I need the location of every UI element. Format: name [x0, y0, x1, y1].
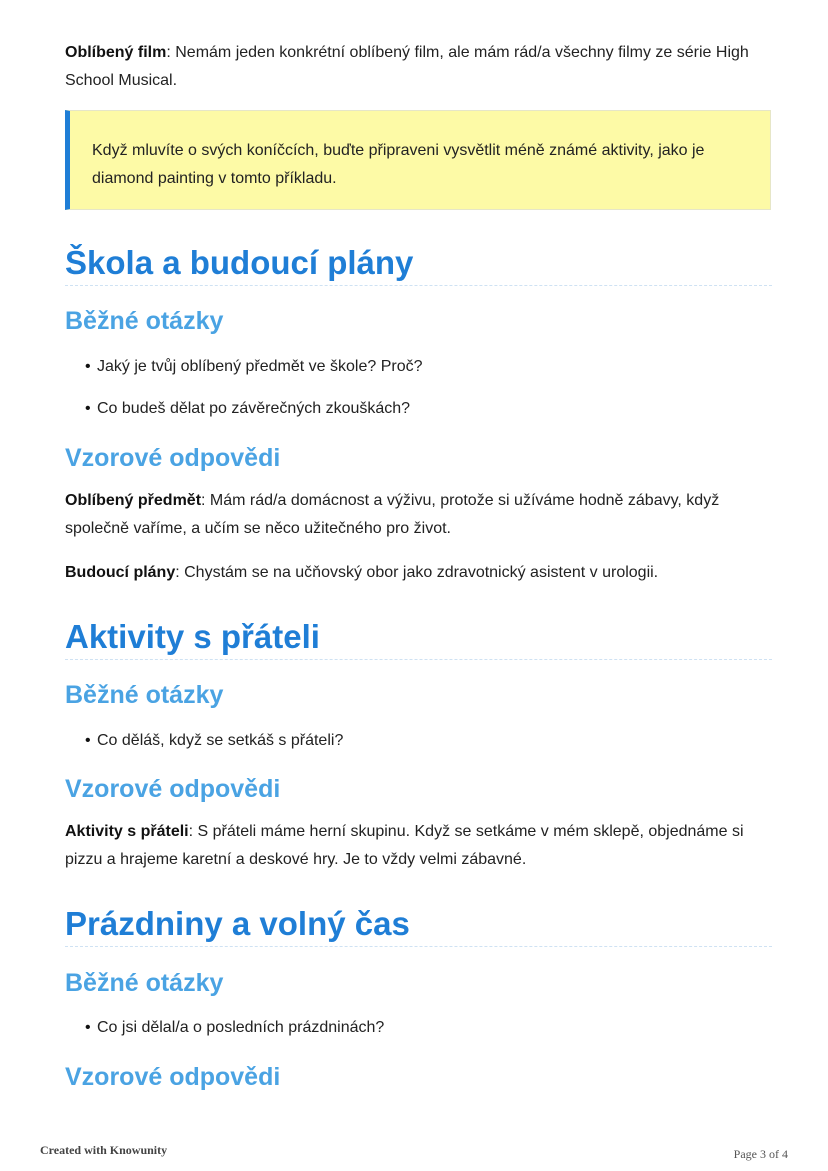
footer-brand: Created with Knowunity — [40, 1143, 168, 1157]
intro-paragraph — [65, 39, 765, 95]
section-title-school: Škola a budoucí plány — [65, 244, 414, 281]
section-divider — [65, 946, 772, 947]
list-item: • Jaký je tvůj oblíbený předmět ve škole? Proč? — [85, 356, 423, 378]
answer-paragraph — [65, 559, 765, 587]
answer-paragraph — [65, 818, 765, 874]
questions-list-school — [65, 356, 423, 378]
answer-label: Aktivity s přáteli — [65, 823, 189, 840]
page-number: Page 3 of 4 — [733, 1147, 788, 1161]
intro-label: Oblíbený film — [65, 44, 167, 61]
questions-heading-school: Běžné otázky — [65, 307, 224, 335]
tip-text: Když mluvíte o svých koníčcích, buďte připraveni vysvětlit méně známé aktivity, jako je diamond painting v tomto příkladu. — [92, 142, 705, 187]
intro-text: : Nemám jeden konkrétní oblíbený film, ale mám rád/a všechny filmy ze série High School Musical. — [65, 44, 749, 89]
questions-list-holidays — [65, 1017, 384, 1039]
answer-text: : Mám rád/a domácnost a výživu, protože si užíváme hodně zábavy, když společně vaříme, a učím se něco užitečného pro život. — [65, 492, 720, 537]
answers-heading-school: Vzorové odpovědi — [65, 444, 281, 472]
section-title-friends: Aktivity s přáteli — [65, 618, 320, 655]
answers-heading-holidays: Vzorové odpovědi — [65, 1063, 281, 1091]
answer-text: : Chystám se na učňovský obor jako zdravotnický asistent v urologii. — [175, 564, 659, 581]
questions-heading-friends: Běžné otázky — [65, 681, 224, 709]
section-title-holidays: Prázdniny a volný čas — [65, 905, 410, 942]
list-item: • Co budeš dělat po závěrečných zkouškách? — [85, 398, 410, 420]
questions-list-friends — [65, 730, 343, 752]
questions-list-school-2 — [65, 398, 410, 420]
list-item: • Co jsi dělal/a o posledních prázdninách? — [85, 1017, 384, 1039]
questions-heading-holidays: Běžné otázky — [65, 969, 224, 997]
answer-label: Oblíbený předmět — [65, 492, 202, 509]
answer-text: : S přáteli máme herní skupinu. Když se setkáme v mém sklepě, objednáme si pizzu a hrajeme karetní a deskové hry. Je to vždy velmi zábavné. — [65, 823, 744, 868]
answer-label: Budoucí plány — [65, 564, 176, 581]
tip-callout — [65, 110, 771, 210]
list-item: • Co děláš, když se setkáš s přáteli? — [85, 730, 343, 752]
answers-heading-friends: Vzorové odpovědi — [65, 775, 281, 803]
answer-paragraph — [65, 487, 765, 543]
section-divider — [65, 659, 772, 660]
section-divider — [65, 285, 772, 286]
